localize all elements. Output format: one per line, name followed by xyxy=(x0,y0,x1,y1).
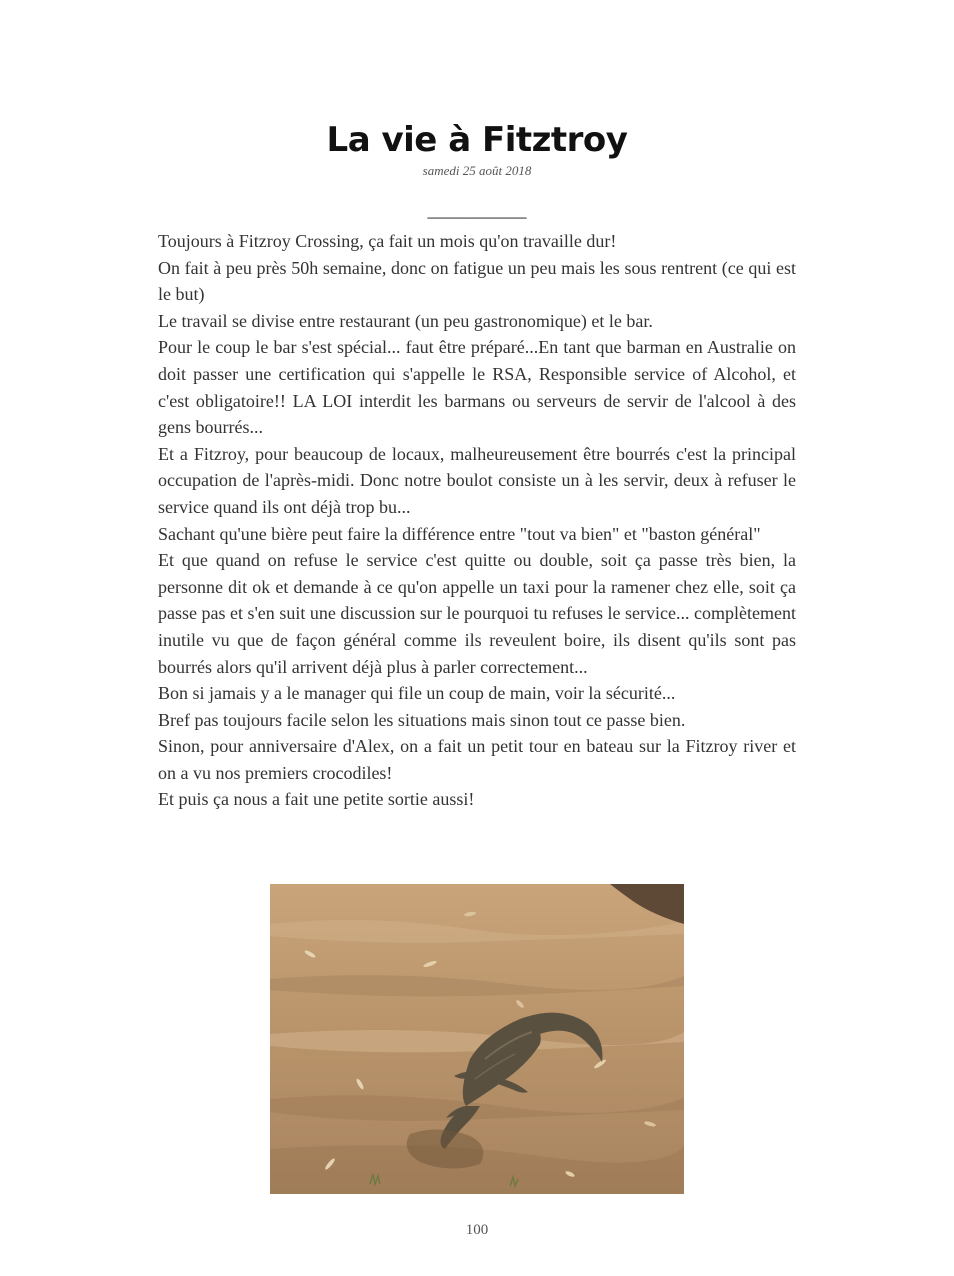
title-separator: ___________ xyxy=(427,200,527,220)
paragraph: Bon si jamais y a le manager qui file un coup de main, voir la sécurité... xyxy=(158,683,676,704)
paragraph: Sachant qu'une bière peut faire la différence entre "tout va bien" et "baston général" xyxy=(158,523,761,544)
page-number: 100 xyxy=(465,1222,489,1238)
crocodile-photo xyxy=(270,884,684,1194)
paragraph: Et puis ça nous a fait une petite sortie aussi! xyxy=(158,789,475,810)
paragraph: Bref pas toujours facile selon les situations mais sinon tout ce passe bien. xyxy=(158,709,686,730)
article-body xyxy=(158,228,796,813)
page-title: La vie à Fitztroy xyxy=(326,120,628,160)
paragraph: Pour le coup le bar s'est spécial... faut être préparé...En tant que barman en Australie on doit passer une certification qui s'appelle le RSA, Responsible service of Alcohol, et c'est obligatoire!! LA LOI interdit les barmans ou serveurs de servir de l'alcool à des gens bourrés... xyxy=(158,337,796,438)
paragraph: Le travail se divise entre restaurant (un peu gastronomique) et le bar. xyxy=(158,310,653,331)
post-date: samedi 25 août 2018 xyxy=(422,163,532,178)
paragraph: Et que quand on refuse le service c'est quitte ou double, soit ça passe très bien, la personne dit ok et demande à ce qu'on appelle un taxi pour la ramener chez elle, soit ça passe pas et s'en suit une discussion sur le pourquoi tu refuses le service... complètement inutile vu que de façon général comme ils reveulent boire, ils disent qu'ils sont pas bourrés alors qu'il arrivent déjà plus à parler correctement... xyxy=(158,550,796,677)
paragraph: On fait à peu près 50h semaine, donc on fatigue un peu mais les sous rentrent (ce qui est le but) xyxy=(158,257,796,305)
paragraph: Sinon, pour anniversaire d'Alex, on a fait un petit tour en bateau sur la Fitzroy river et on a vu nos premiers crocodiles! xyxy=(158,736,796,783)
paragraph: Toujours à Fitzroy Crossing, ça fait un mois qu'on travaille dur! xyxy=(158,231,617,251)
paragraph: Et a Fitzroy, pour beaucoup de locaux, malheureusement être bourrés c'est la principal occupation de l'après-midi. Donc notre boulot consiste un à les servir, deux à refuser le service quand ils ont déjà trop bu... xyxy=(158,443,796,517)
